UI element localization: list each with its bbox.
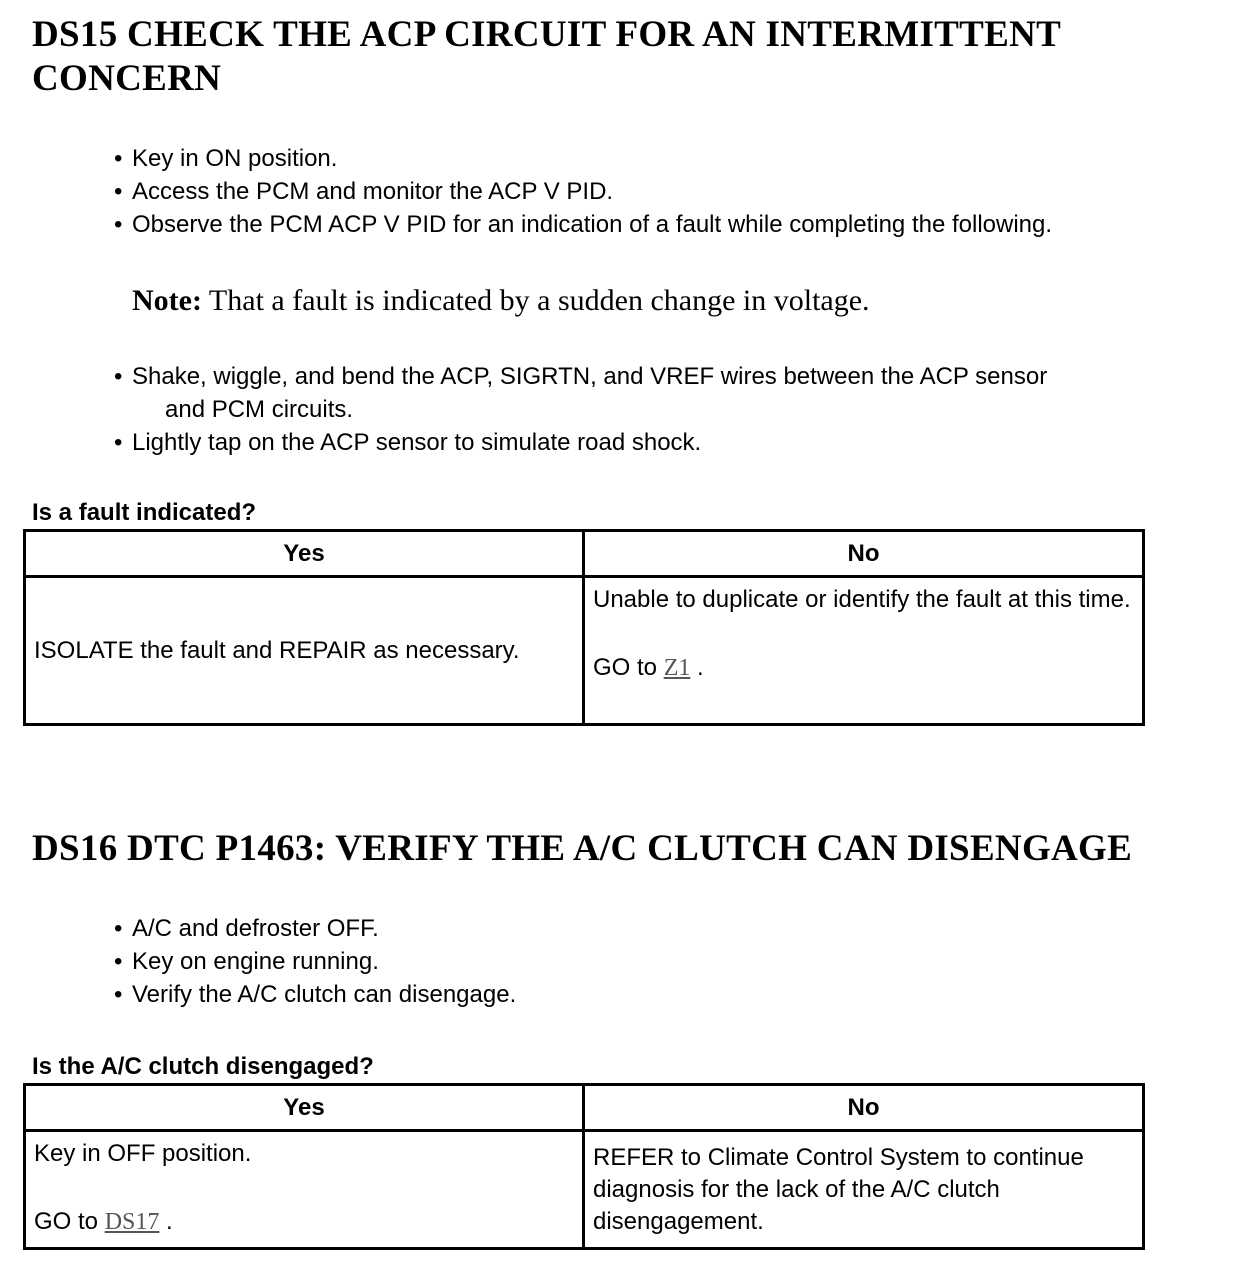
list-item: • Verify the A/C clutch can disengage. [112,978,516,1011]
yes-cell-text: Key in OFF position. [34,1140,252,1167]
section-title-ds15: DS15 CHECK THE ACP CIRCUIT FOR AN INTERMITTENT CONCERN [32,14,1061,99]
go-to-prefix: GO to [34,1208,105,1235]
yes-header: Yes [25,531,584,577]
list-item: • A/C and defroster OFF. [112,912,516,945]
no-cell-text: REFER to Climate Control System to continue diagnosis for the lack of the A/C clutch disengagement. [593,1143,1084,1235]
question-label: Is the A/C clutch disengaged? [32,1053,374,1080]
note [132,282,870,320]
no-cell [584,1131,1144,1249]
decision-table [23,529,1145,726]
yes-cell-text: ISOLATE the fault and REPAIR as necessary. [34,636,520,664]
no-header: No [584,1085,1144,1131]
z1-link[interactable]: Z1 [663,655,691,681]
no-cell-text: Unable to duplicate or identify the fault at this time. [593,586,1131,613]
yes-cell [25,577,584,725]
list-item: • Access the PCM and monitor the ACP V PID. [112,175,1052,208]
ds17-link[interactable]: DS17 [104,1209,160,1235]
list-item [112,360,1047,426]
yes-header: Yes [25,1085,584,1131]
go-to-prefix: GO to [593,654,664,681]
no-cell [584,577,1144,725]
step-list [112,360,1047,459]
step-list [112,142,1052,241]
go-to-suffix: . [690,654,704,681]
note-label: Note: [132,284,202,317]
list-item-continuation: and PCM circuits. [165,396,354,423]
step-list [112,912,516,1011]
decision-table [23,1083,1145,1250]
section-title-ds16: DS16 DTC P1463: VERIFY THE A/C CLUTCH CAN DISENGAGE [32,828,1133,869]
note-text: That a fault is indicated by a sudden change in voltage. [201,284,870,317]
list-item: • Observe the PCM ACP V PID for an indication of a fault while completing the following. [112,208,1052,241]
list-item-line: Shake, wiggle, and bend the ACP, SIGRTN, and VREF wires between the ACP sensor [132,363,1048,390]
list-item: • Lightly tap on the ACP sensor to simulate road shock. [112,426,1047,459]
question-label: Is a fault indicated? [32,499,257,526]
go-to-suffix: . [159,1208,173,1235]
list-item: • Key in ON position. [112,142,1052,175]
list-item: • Key on engine running. [112,945,516,978]
no-header: No [584,531,1144,577]
yes-cell [25,1131,584,1249]
